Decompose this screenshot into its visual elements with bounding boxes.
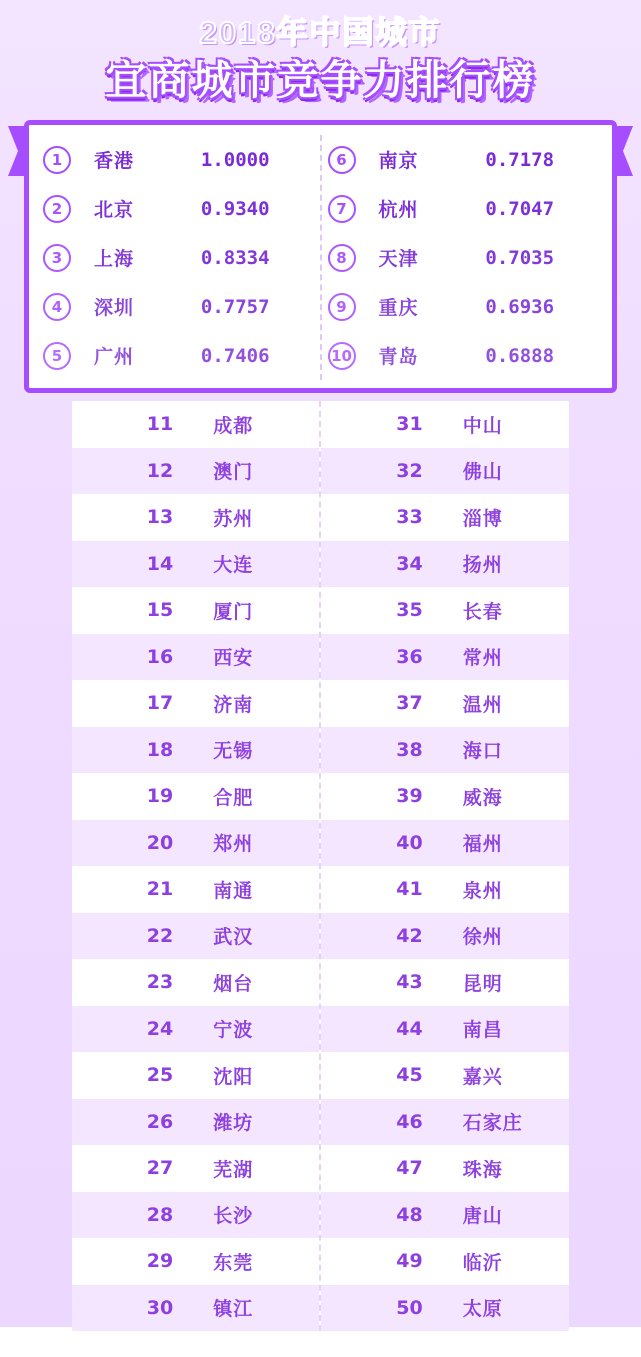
- city-name: 重庆: [378, 298, 419, 319]
- rank-number: 18: [146, 738, 174, 761]
- list-item: [72, 680, 319, 727]
- top10-row: [322, 331, 605, 380]
- top10-column-right: [322, 135, 605, 380]
- ranking-column-left: [72, 401, 321, 1331]
- list-item: [321, 448, 570, 495]
- rank-number: 26: [146, 1110, 174, 1133]
- rank-number: 36: [396, 645, 423, 668]
- list-item: [72, 773, 319, 820]
- rank-number: 50: [396, 1296, 423, 1319]
- rank-number: 19: [146, 785, 174, 808]
- city-name: 潍坊: [213, 1113, 254, 1135]
- rank-number: 40: [396, 831, 423, 854]
- top10-row: [322, 233, 605, 282]
- city-name: 唐山: [462, 1206, 503, 1228]
- rank-number: 25: [146, 1064, 174, 1087]
- list-item: [321, 680, 570, 727]
- city-score: 0.8334: [200, 246, 270, 269]
- list-item: [321, 820, 570, 867]
- top10-row: [322, 135, 605, 184]
- rank-number: 22: [146, 924, 174, 947]
- list-item: [321, 1052, 570, 1099]
- top10-row: [37, 135, 320, 184]
- rank-badge: 10: [328, 342, 356, 370]
- city-name: 武汉: [213, 927, 254, 949]
- top10-row: [322, 282, 605, 331]
- city-name: 威海: [462, 787, 503, 809]
- list-item: [72, 541, 319, 588]
- city-name: 南通: [213, 880, 254, 902]
- city-name: 郑州: [213, 834, 254, 856]
- list-item: [321, 1145, 570, 1192]
- list-item: [321, 959, 570, 1006]
- city-name: 石家庄: [462, 1113, 523, 1135]
- city-score: 0.7178: [485, 148, 555, 171]
- city-name: 大连: [213, 555, 254, 577]
- city-score: 0.9340: [200, 197, 270, 220]
- rank-number: 42: [396, 924, 423, 947]
- city-name: 泉州: [462, 880, 503, 902]
- rank-number: 43: [396, 971, 423, 994]
- list-item: [321, 866, 570, 913]
- city-name: 昆明: [462, 973, 503, 995]
- rank-number: 35: [396, 599, 423, 622]
- rank-number: 34: [396, 552, 423, 575]
- city-name: 成都: [213, 415, 254, 437]
- list-item: [321, 401, 570, 448]
- rank-number: 15: [146, 599, 174, 622]
- rank-number: 41: [396, 878, 423, 901]
- list-item: [72, 1052, 319, 1099]
- list-item: [321, 913, 570, 960]
- city-score: 1.0000: [200, 148, 270, 171]
- page-title-line-1: 2018年中国城市: [199, 15, 442, 50]
- list-item: [321, 1238, 570, 1285]
- rank-number: 47: [396, 1157, 423, 1180]
- list-item: [321, 1006, 570, 1053]
- city-score: 0.6936: [485, 295, 555, 318]
- list-item: [72, 587, 319, 634]
- rank-badge: 3: [43, 244, 71, 272]
- city-name: 常州: [462, 648, 503, 670]
- city-name: 苏州: [213, 508, 254, 530]
- city-name: 芜湖: [213, 1159, 254, 1181]
- city-name: 上海: [93, 249, 134, 270]
- city-name: 徐州: [462, 927, 503, 949]
- list-item: [72, 820, 319, 867]
- top10-row: [37, 282, 320, 331]
- list-item: [72, 1006, 319, 1053]
- list-item: [321, 727, 570, 774]
- city-name: 西安: [213, 648, 254, 670]
- rank-number: 21: [146, 878, 174, 901]
- rank-number: 38: [396, 738, 423, 761]
- footer-spacer: [0, 1331, 641, 1357]
- rank-number: 44: [396, 1017, 423, 1040]
- city-name: 香港: [93, 151, 134, 172]
- list-item: [321, 634, 570, 681]
- ranking-list: [72, 401, 569, 1331]
- list-item: [72, 448, 319, 495]
- poster-header: [0, 0, 641, 120]
- rank-number: 29: [146, 1250, 174, 1273]
- rank-badge: 1: [43, 146, 71, 174]
- city-name: 天津: [378, 249, 419, 270]
- city-name: 深圳: [93, 298, 134, 319]
- city-name: 海口: [462, 741, 503, 763]
- list-item: [72, 634, 319, 681]
- city-name: 杭州: [378, 200, 419, 221]
- list-item: [72, 913, 319, 960]
- list-item: [321, 1285, 570, 1332]
- city-score: 0.6888: [485, 344, 555, 367]
- top10-row: [37, 233, 320, 282]
- city-name: 烟台: [213, 973, 254, 995]
- rank-badge: 5: [43, 342, 71, 370]
- ranking-column-right: [321, 401, 570, 1331]
- rank-number: 16: [146, 645, 174, 668]
- city-name: 厦门: [213, 601, 254, 623]
- city-name: 南京: [378, 151, 419, 172]
- city-score: 0.7035: [485, 246, 555, 269]
- city-name: 长沙: [213, 1206, 254, 1228]
- city-name: 佛山: [462, 462, 503, 484]
- rank-number: 13: [146, 506, 174, 529]
- city-name: 济南: [213, 694, 254, 716]
- rank-number: 24: [146, 1017, 174, 1040]
- list-item: [321, 1192, 570, 1239]
- city-name: 澳门: [213, 462, 254, 484]
- list-item: [321, 541, 570, 588]
- rank-number: 17: [146, 692, 174, 715]
- rank-number: 33: [396, 506, 423, 529]
- rank-number: 32: [396, 459, 423, 482]
- list-item: [72, 1285, 319, 1332]
- rank-number: 37: [396, 692, 423, 715]
- list-item: [72, 401, 319, 448]
- rank-number: 11: [146, 413, 174, 436]
- list-item: [72, 866, 319, 913]
- rank-number: 27: [146, 1157, 174, 1180]
- city-name: 温州: [462, 694, 503, 716]
- list-item: [72, 959, 319, 1006]
- rank-number: 49: [396, 1250, 423, 1273]
- rank-badge: 7: [328, 195, 356, 223]
- page-title-line-2: 宜商城市竞争力排行榜: [105, 57, 536, 103]
- city-name: 南昌: [462, 1020, 503, 1042]
- rank-badge: 4: [43, 293, 71, 321]
- rank-number: 31: [396, 413, 423, 436]
- top10-column-left: [37, 135, 322, 380]
- rank-number: 30: [146, 1296, 174, 1319]
- city-name: 无锡: [213, 741, 254, 763]
- rank-number: 46: [396, 1110, 423, 1133]
- rank-badge: 6: [328, 146, 356, 174]
- list-item: [72, 1192, 319, 1239]
- rank-number: 48: [396, 1203, 423, 1226]
- top10-box: [24, 120, 617, 393]
- rank-number: 14: [146, 552, 174, 575]
- top10-ribbon: [10, 120, 631, 393]
- city-name: 镇江: [213, 1299, 254, 1321]
- city-name: 广州: [93, 347, 134, 368]
- city-name: 扬州: [462, 555, 503, 577]
- city-name: 淄博: [462, 508, 503, 530]
- rank-badge: 2: [43, 195, 71, 223]
- city-name: 福州: [462, 834, 503, 856]
- rank-number: 12: [146, 459, 174, 482]
- city-name: 北京: [93, 200, 134, 221]
- rank-badge: 9: [328, 293, 356, 321]
- rank-number: 39: [396, 785, 423, 808]
- top10-row: [322, 184, 605, 233]
- city-name: 长春: [462, 601, 503, 623]
- city-name: 珠海: [462, 1159, 503, 1181]
- city-name: 太原: [462, 1299, 503, 1321]
- list-item: [321, 494, 570, 541]
- list-item: [72, 727, 319, 774]
- rank-number: 28: [146, 1203, 174, 1226]
- top10-row: [37, 184, 320, 233]
- rank-number: 20: [146, 831, 174, 854]
- list-item: [321, 773, 570, 820]
- city-name: 临沂: [462, 1252, 503, 1274]
- city-score: 0.7406: [200, 344, 270, 367]
- city-name: 沈阳: [213, 1066, 254, 1088]
- list-item: [321, 587, 570, 634]
- list-item: [72, 494, 319, 541]
- city-score: 0.7047: [485, 197, 555, 220]
- city-name: 宁波: [213, 1020, 254, 1042]
- city-name: 嘉兴: [462, 1066, 503, 1088]
- rank-number: 23: [146, 971, 174, 994]
- city-name: 东莞: [213, 1252, 254, 1274]
- top10-row: [37, 331, 320, 380]
- city-name: 合肥: [213, 787, 254, 809]
- city-name: 青岛: [378, 347, 419, 368]
- list-item: [321, 1099, 570, 1146]
- list-item: [72, 1145, 319, 1192]
- city-score: 0.7757: [200, 295, 270, 318]
- list-item: [72, 1238, 319, 1285]
- rank-number: 45: [396, 1064, 423, 1087]
- rank-badge: 8: [328, 244, 356, 272]
- list-item: [72, 1099, 319, 1146]
- city-name: 中山: [462, 415, 503, 437]
